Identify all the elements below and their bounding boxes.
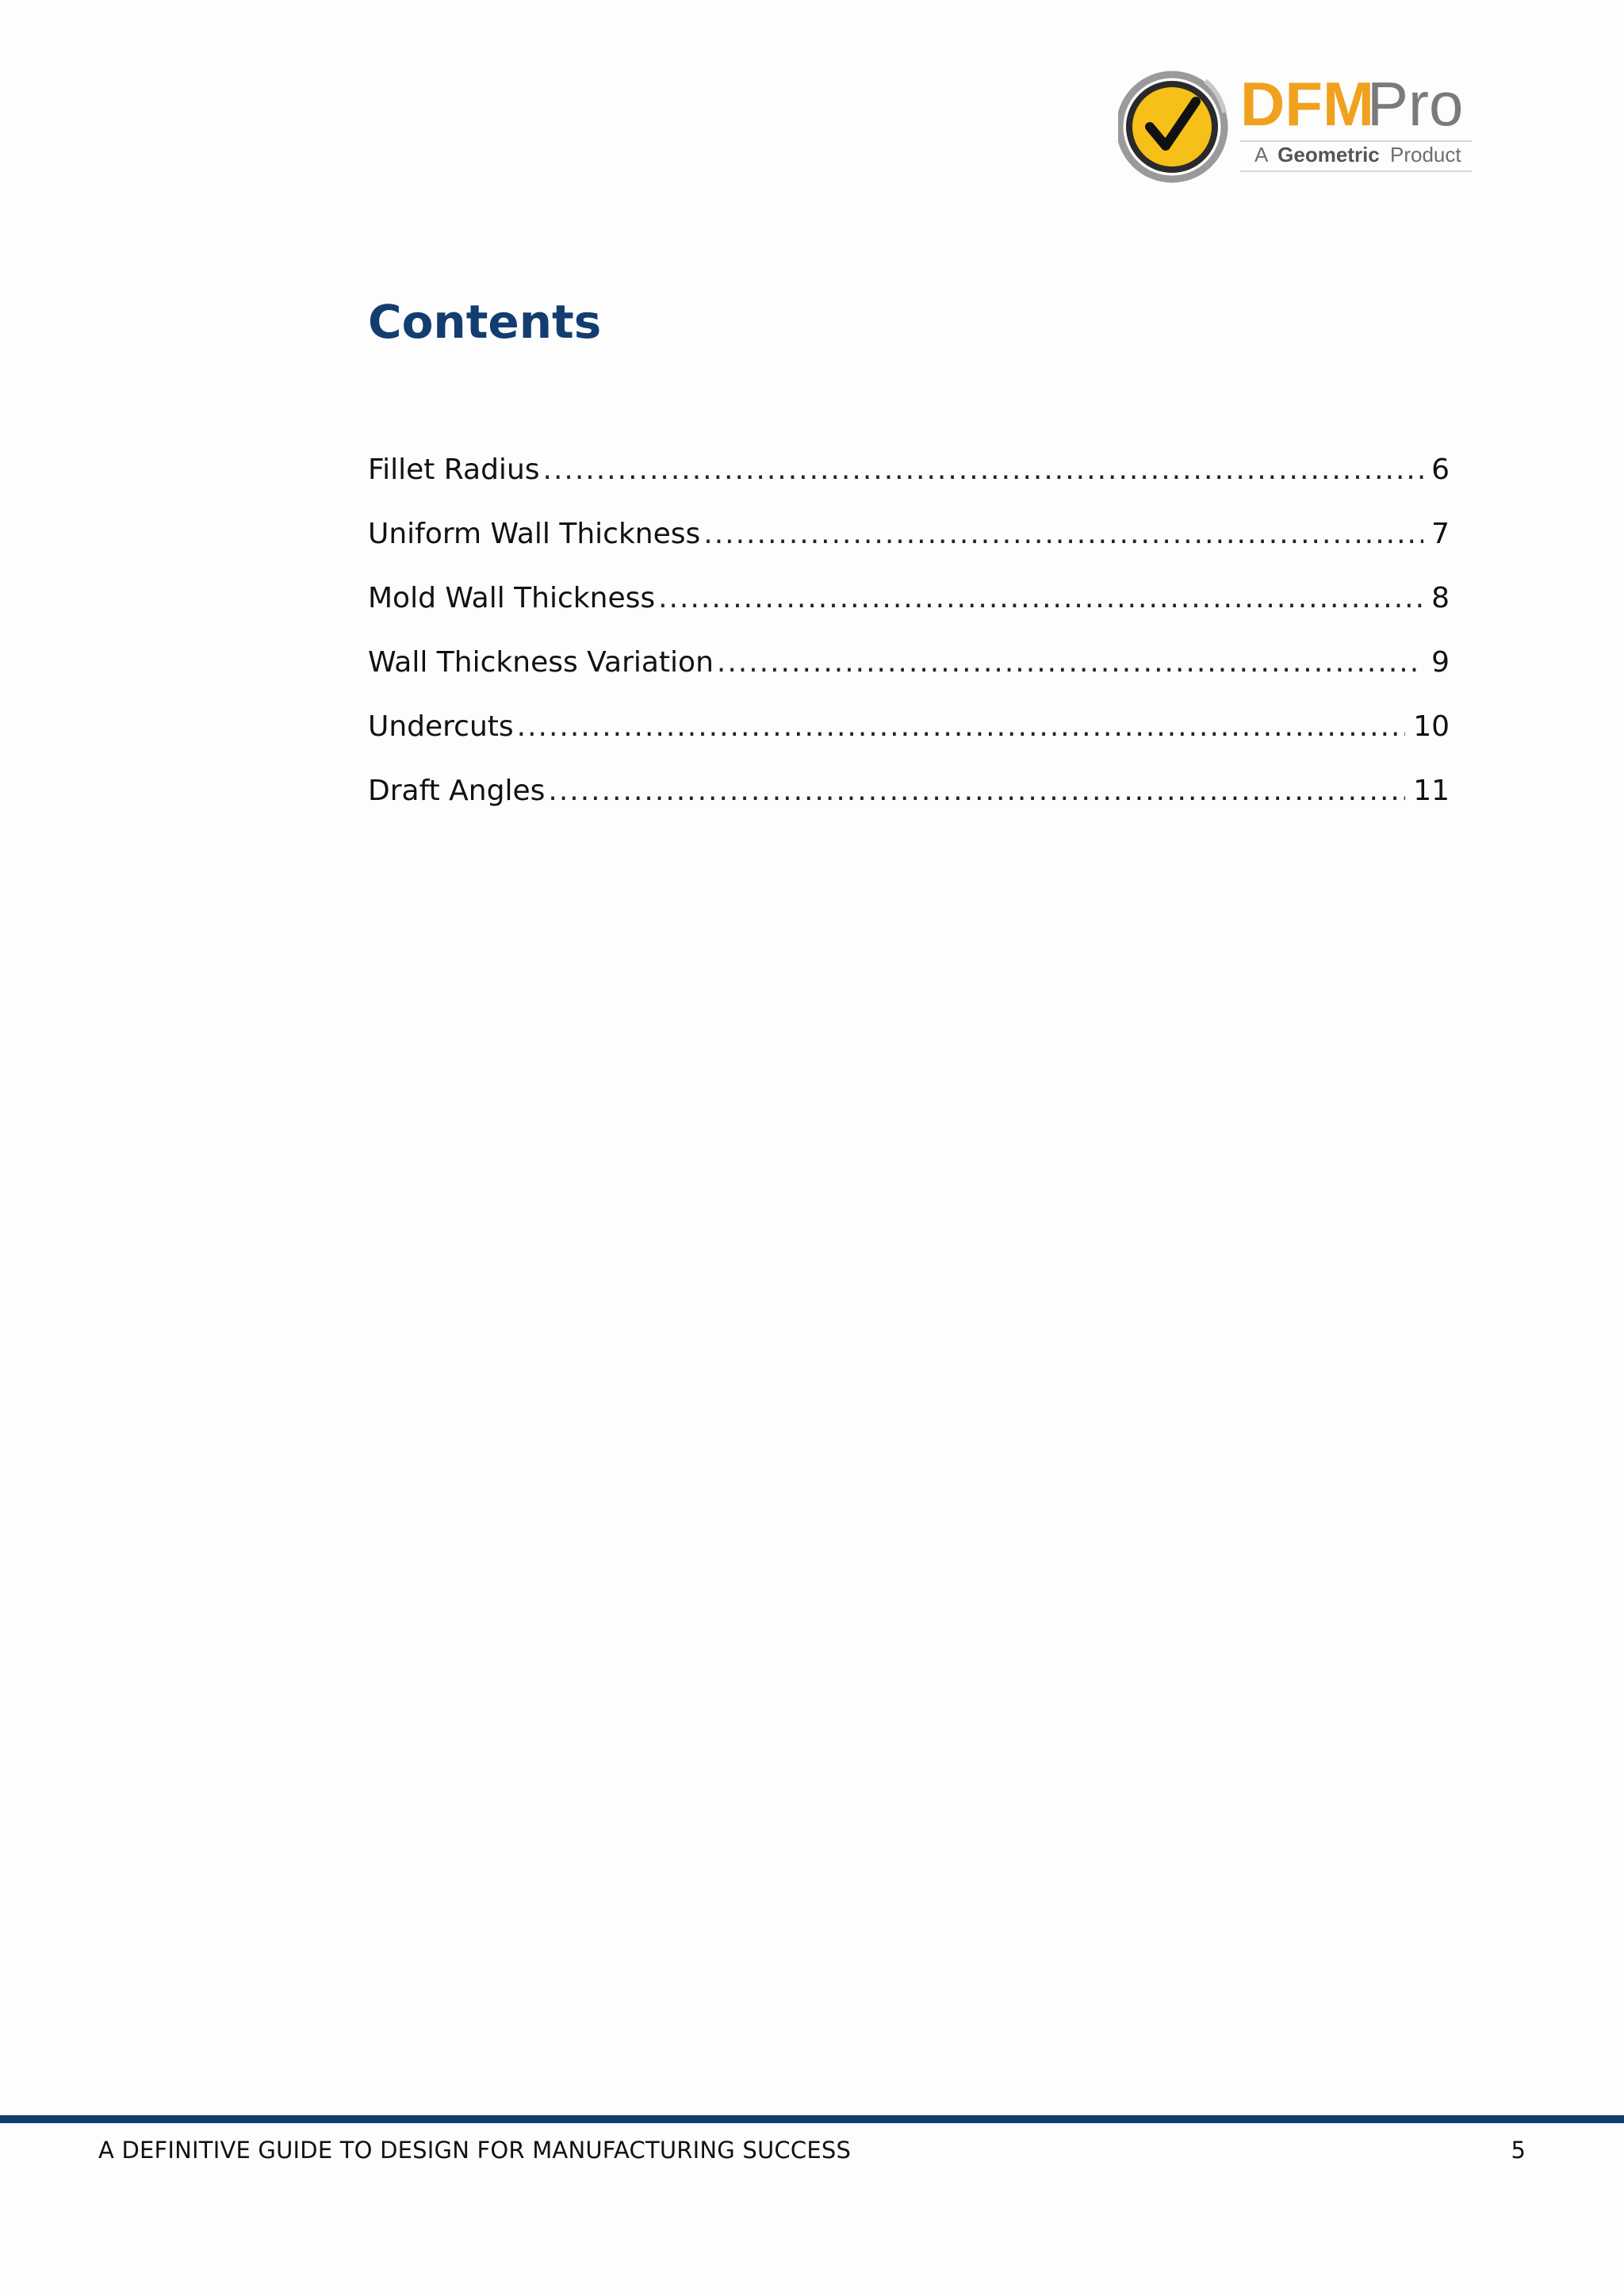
toc-page-number: 11 bbox=[1413, 775, 1450, 807]
toc-page-number: 9 bbox=[1431, 646, 1450, 679]
logo-tagline-prefix: A bbox=[1254, 143, 1267, 166]
footer-page-number: 5 bbox=[1511, 2137, 1526, 2164]
page-title: Contents bbox=[368, 295, 602, 349]
logo-dfm-text: DFM bbox=[1240, 69, 1374, 139]
toc-page-number: 6 bbox=[1431, 453, 1450, 486]
toc-dot-leader bbox=[703, 518, 1423, 550]
toc-entry-mold-wall-thickness[interactable] bbox=[368, 582, 1450, 646]
logo-tagline-suffix: Product bbox=[1390, 143, 1461, 166]
footer-divider bbox=[0, 2115, 1624, 2123]
toc-entry-fillet-radius[interactable] bbox=[368, 453, 1450, 518]
table-of-contents bbox=[368, 453, 1450, 839]
toc-entry-label: Fillet Radius bbox=[368, 453, 540, 486]
toc-entry-label: Draft Angles bbox=[368, 775, 546, 807]
dfmpro-logo bbox=[1118, 65, 1475, 192]
toc-page-number: 7 bbox=[1431, 518, 1450, 550]
toc-entry-draft-angles[interactable] bbox=[368, 775, 1450, 839]
toc-entry-wall-thickness-variation[interactable] bbox=[368, 646, 1450, 710]
toc-page-number: 8 bbox=[1431, 582, 1450, 614]
toc-dot-leader bbox=[717, 646, 1423, 679]
toc-entry-label: Uniform Wall Thickness bbox=[368, 518, 701, 550]
logo-tagline-strong: Geometric bbox=[1277, 143, 1380, 166]
toc-dot-leader bbox=[517, 710, 1406, 743]
toc-entry-label: Wall Thickness Variation bbox=[368, 646, 714, 679]
toc-dot-leader bbox=[548, 775, 1405, 807]
toc-dot-leader bbox=[658, 582, 1423, 614]
svg-text:A Geometric Produc bbox=[1254, 143, 1461, 166]
toc-dot-leader bbox=[543, 453, 1424, 486]
toc-page-number: 10 bbox=[1413, 710, 1450, 743]
toc-entry-label: Undercuts bbox=[368, 710, 514, 743]
logo-pro-text: Pro bbox=[1367, 69, 1464, 139]
toc-entry-uniform-wall-thickness[interactable] bbox=[368, 518, 1450, 582]
footer-title: A DEFINITIVE GUIDE TO DESIGN FOR MANUFACTURING SUCCESS bbox=[98, 2137, 852, 2164]
toc-entry-undercuts[interactable] bbox=[368, 710, 1450, 775]
checkmark-icon bbox=[1120, 75, 1224, 179]
toc-entry-label: Mold Wall Thickness bbox=[368, 582, 656, 614]
